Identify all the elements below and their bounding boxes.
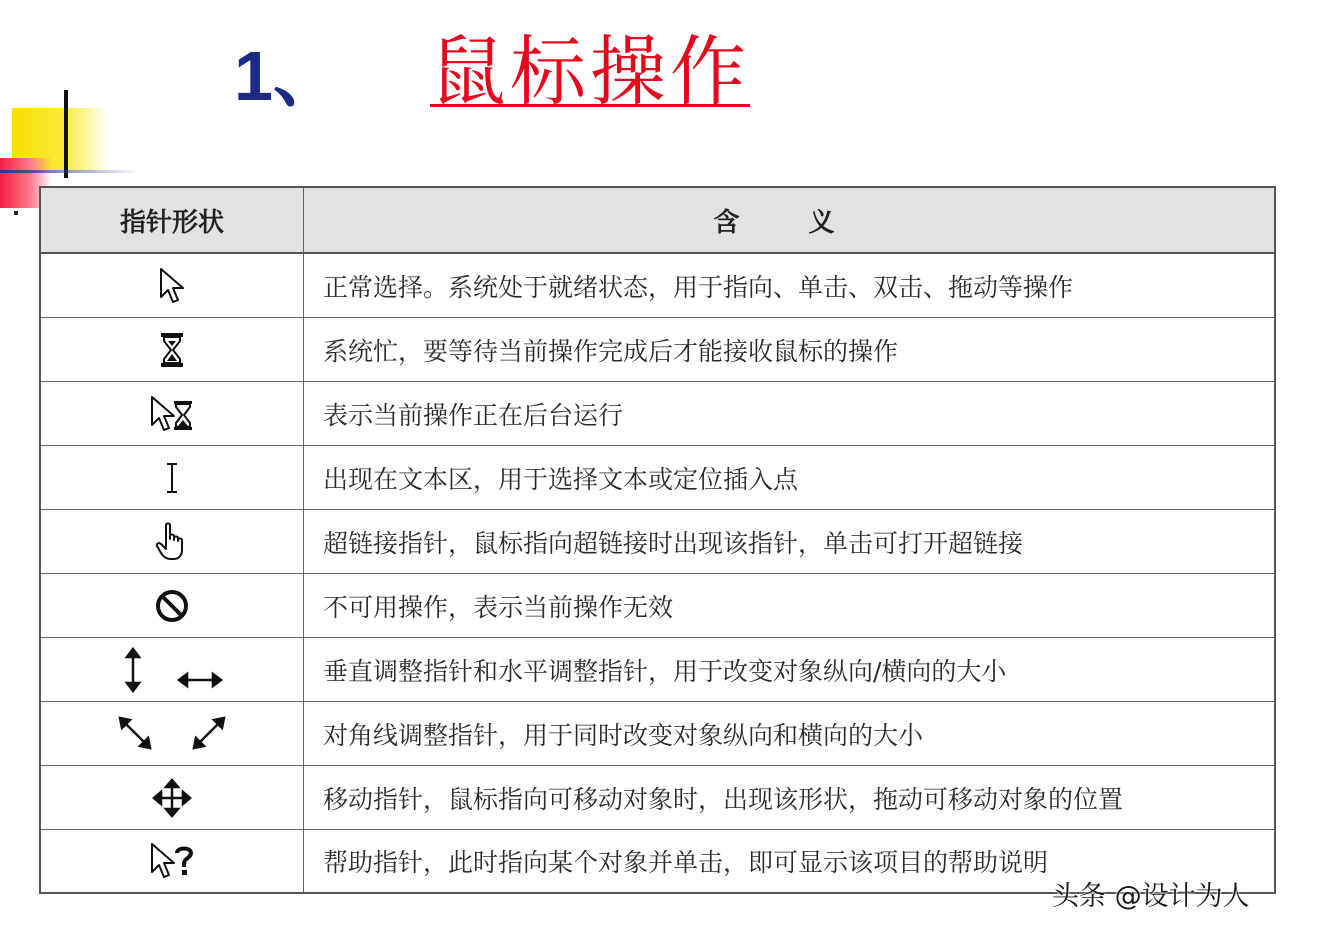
resize-vertical-horizontal-icon	[122, 648, 222, 692]
text-ibeam-icon	[165, 462, 179, 494]
watermark: 头条 @设计为人	[1052, 881, 1250, 912]
header-meaning: 含 义	[713, 207, 865, 238]
table-row	[41, 766, 1274, 830]
row-meaning: 出现在文本区，用于选择文本或定位插入点	[323, 464, 799, 494]
not-allowed-icon	[155, 589, 189, 623]
table-row	[41, 702, 1274, 766]
hand-pointer-icon	[155, 522, 189, 562]
help-pointer-icon	[150, 842, 194, 880]
decor-vertical-line	[64, 90, 68, 178]
heading-number: 1、	[234, 37, 343, 115]
table-row	[41, 446, 1274, 510]
row-meaning: 正常选择。系统处于就绪状态，用于指向、单击、双击、拖动等操作	[323, 272, 1074, 302]
row-meaning: 垂直调整指针和水平调整指针，用于改变对象纵向/横向的大小	[323, 656, 1007, 686]
row-meaning: 表示当前操作正在后台运行	[323, 400, 624, 430]
table-header-row	[41, 188, 1274, 254]
row-meaning: 对角线调整指针，用于同时改变对象纵向和横向的大小	[323, 720, 924, 750]
resize-diagonal-icon	[118, 717, 226, 751]
heading-title: 鼠标操作	[430, 27, 750, 116]
row-meaning: 帮助指针，此时指向某个对象并单击，即可显示该项目的帮助说明	[323, 848, 1049, 877]
pointer-table	[39, 186, 1276, 894]
table-row	[41, 510, 1274, 574]
arrow-pointer-icon	[159, 267, 185, 305]
table-row	[41, 638, 1274, 702]
decor-horizontal-line	[0, 170, 140, 173]
row-meaning: 不可用操作，表示当前操作无效	[323, 592, 674, 622]
hourglass-icon	[160, 332, 184, 368]
row-meaning: 超链接指针，鼠标指向超链接时出现该指针，单击可打开超链接	[323, 528, 1024, 558]
row-meaning: 移动指针，鼠标指向可移动对象时，出现该形状，拖动可移动对象的位置	[323, 784, 1124, 814]
decor-dot	[14, 211, 18, 215]
table-row	[41, 254, 1274, 318]
table-row	[41, 318, 1274, 382]
move-icon	[153, 779, 191, 817]
table-row	[41, 382, 1274, 446]
table-row	[41, 574, 1274, 638]
header-pointer-shape: 指针形状	[41, 188, 304, 252]
row-meaning: 系统忙，要等待当前操作完成后才能接收鼠标的操作	[323, 336, 899, 366]
arrow-hourglass-icon	[150, 395, 194, 433]
